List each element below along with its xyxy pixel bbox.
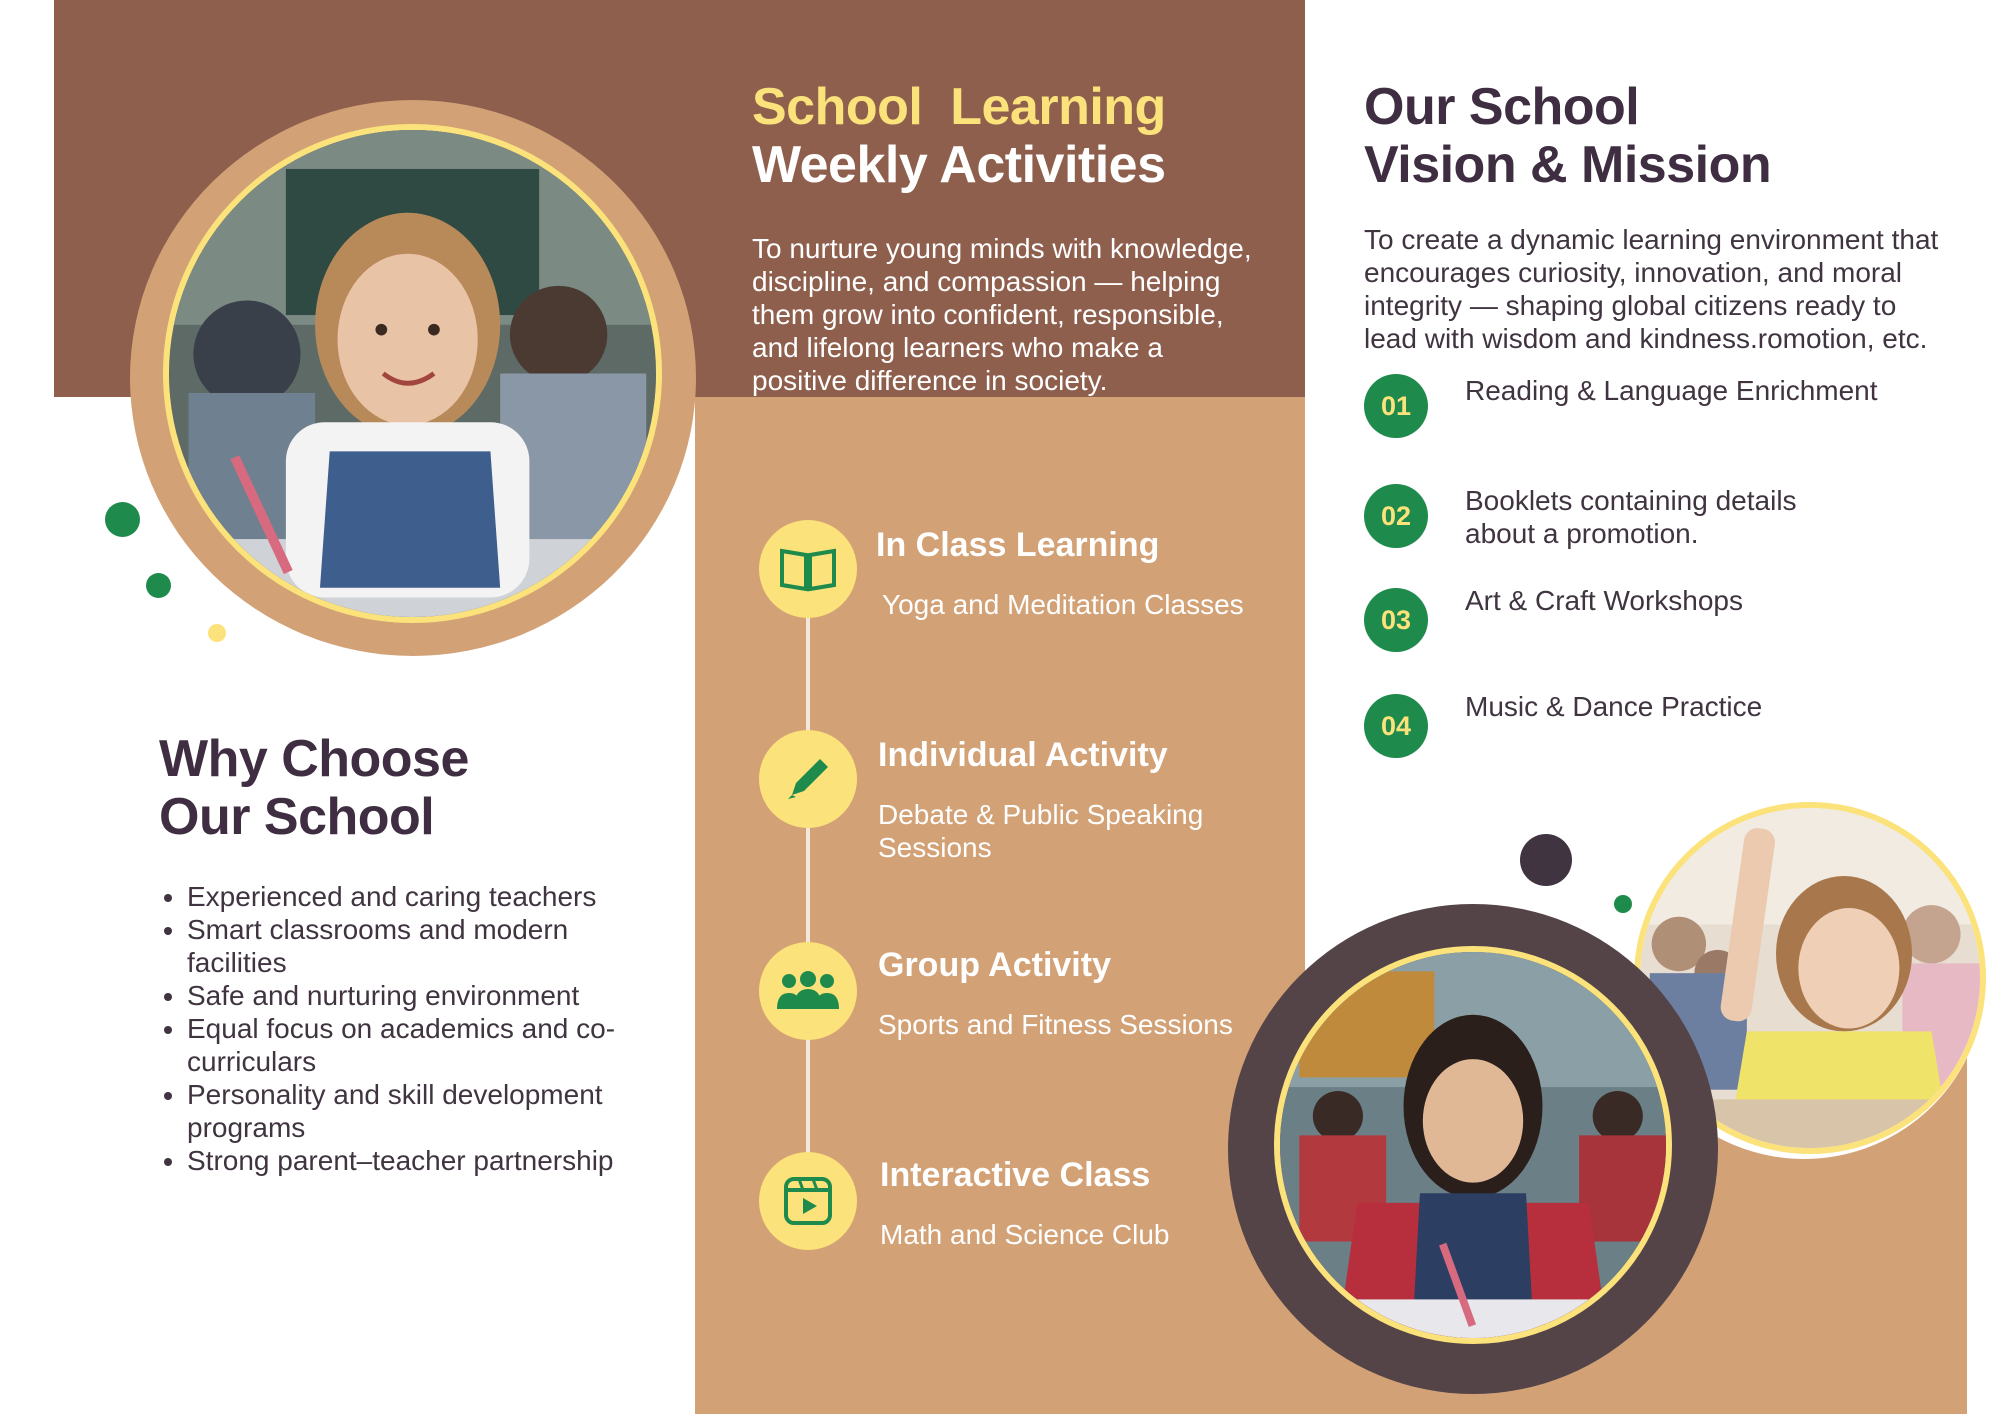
vision-title [1364, 78, 1771, 194]
activity-title: Individual Activity [878, 736, 1168, 774]
decor-dot [1520, 834, 1572, 886]
mission-item: Reading & Language Enrichment [1465, 375, 1878, 406]
number-badge: 02 [1364, 484, 1428, 548]
list-item: • Personality and skill development programs [187, 1078, 629, 1144]
center-title-line1: School Learning [752, 78, 1166, 136]
timeline-line [806, 570, 810, 1210]
why-title-line2: Our School [159, 788, 435, 846]
activity-title: Group Activity [878, 946, 1111, 984]
activity-title: Interactive Class [880, 1156, 1151, 1194]
video-icon [759, 1152, 857, 1250]
pencil-icon [759, 730, 857, 828]
center-title [752, 78, 1166, 194]
why-title-line1: Why Choose [159, 730, 469, 788]
book-icon [759, 520, 857, 618]
decor-dot [105, 502, 140, 537]
activity-subtitle: Math and Science Club [880, 1219, 1170, 1250]
list-item: • Strong parent–teacher partnership [187, 1144, 629, 1177]
mission-item: Art & Craft Workshops [1465, 585, 1744, 616]
group-icon [759, 942, 857, 1040]
number-badge: 01 [1364, 374, 1428, 438]
center-title-line2: Weekly Activities [752, 136, 1166, 194]
activity-subtitle: Debate & Public Speaking Sessions [878, 799, 1204, 863]
list-item: • Experienced and caring teachers [187, 880, 629, 913]
activity-subtitle: Yoga and Meditation Classes [882, 589, 1244, 620]
vision-text: To create a dynamic learning environment that encourages curiosity, innovation, and moral integrity — shaping global citizens ready to lead with wisdom and kindness.romotion, etc. [1364, 224, 1939, 354]
decor-dot [1614, 895, 1632, 913]
activity-subtitle: Sports and Fitness Sessions [878, 1009, 1233, 1040]
decor-dot [208, 624, 226, 642]
student-photo-girl-smiling [163, 124, 662, 623]
number-badge: 03 [1364, 588, 1428, 652]
decor-dot [146, 573, 171, 598]
activity-title: In Class Learning [876, 526, 1160, 564]
list-item: • Equal focus on academics and co-curriculars [187, 1012, 629, 1078]
list-item: • Smart classrooms and modern facilities [187, 913, 629, 979]
center-intro: To nurture young minds with knowledge, discipline, and compassion — helping them grow into confident, responsible, and lifelong learners who make a positive difference in society. [752, 233, 1252, 396]
vision-title-line2: Vision & Mission [1364, 136, 1772, 194]
student-photo-girl-writing [1274, 946, 1672, 1344]
list-item: • Safe and nurturing environment [187, 979, 629, 1012]
why-title [159, 730, 469, 846]
why-list [159, 880, 629, 1177]
vision-title-line1: Our School [1364, 78, 1640, 136]
mission-item: Booklets containing details about a promotion. [1465, 485, 1797, 549]
number-badge: 04 [1364, 694, 1428, 758]
mission-item: Music & Dance Practice [1465, 691, 1763, 722]
